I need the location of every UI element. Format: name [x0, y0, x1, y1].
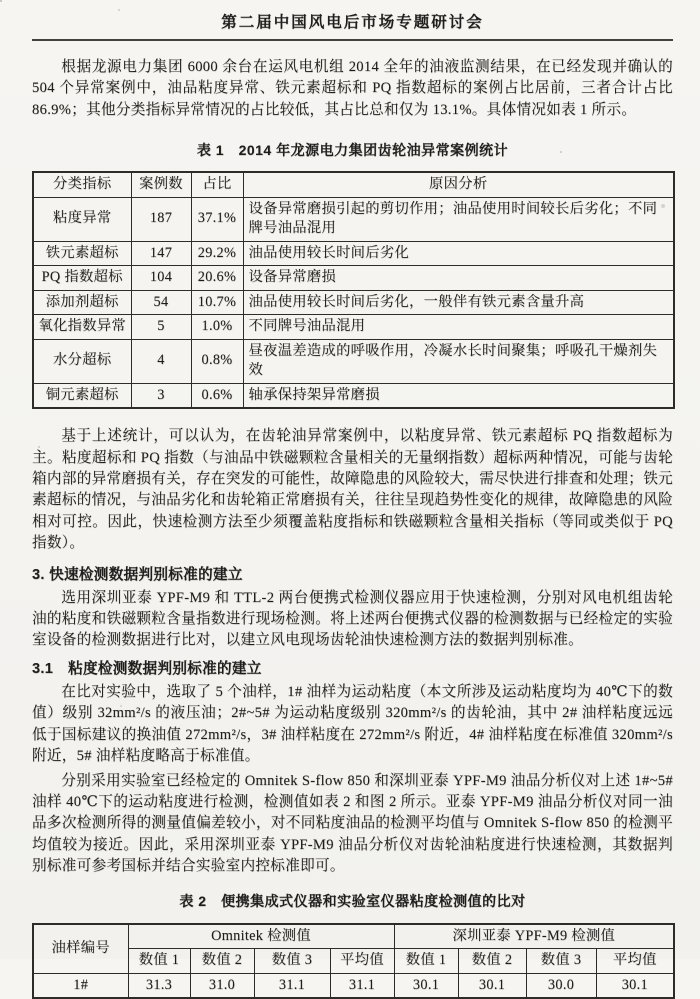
cell-indicator: 水分超标 — [33, 339, 131, 383]
table2-subheader-row — [33, 949, 674, 974]
cell-sample-id: 1# — [33, 973, 128, 998]
cell-ypf-value3: 30.0 — [526, 973, 596, 998]
cell-omnitek-value1: 31.3 — [128, 973, 190, 998]
cell-ypf-value1: 30.1 — [394, 973, 458, 998]
table1-row-iron — [33, 241, 674, 266]
table2-subheader-value3: 数值 3 — [254, 949, 330, 974]
table2-viscosity-comparison — [32, 923, 675, 999]
cell-count: 5 — [131, 315, 191, 340]
table1-caption: 表 1 2014 年龙源电力集团齿轮油异常案例统计 — [196, 142, 509, 159]
table2-subheader-average: 平均值 — [596, 949, 674, 974]
table1-row-oxidation — [33, 315, 674, 340]
cell-indicator: 铁元素超标 — [33, 241, 131, 266]
table1-col-header-indicator: 分类指标 — [33, 172, 131, 197]
cell-count: 3 — [131, 383, 191, 408]
cell-indicator: 添加剂超标 — [33, 290, 131, 315]
cell-ratio: 0.8% — [191, 339, 243, 383]
cell-ratio: 10.7% — [191, 290, 243, 315]
cell-count: 147 — [131, 241, 191, 266]
table1-header-row — [33, 172, 674, 197]
cell-omnitek-average: 31.1 — [330, 973, 394, 998]
analysis-paragraph: 基于上述统计，可以认为，在齿轮油异常案例中，以粘度异常、铁元素超标 PQ 指数超标为主。粘度超标和 PQ 指数（与油品中铁磁颗粒含量相关的无量纲指数）超标两种情况，可能与齿轮箱内部的异常磨损有关，存在突发的可能性，故障隐患的风险较大，需尽快进行排查和处理；铁元素超标的情况，与油品劣化和齿轮箱正常磨损有关，往往呈现趋势性变化的规律，故障隐患的风险相对可控。因此，快速检测方法至少须覆盖粘度指标和铁磁颗粒含量相关指标（等同或类似于 PQ 指数）。 — [32, 428, 673, 552]
intro-paragraph: 根据龙源电力集团 6000 余台在运风电机组 2014 全年的油液监测结果，在已经发现并确认的 504 个异常案例中，油品粘度异常、铁元素超标和 PQ 指数超标的案例占比居前，三者合计占比 86.9%；其他分类指标异常情况的占比较低，其占比总和仅为 13.1%。具体情况如表 1 所示。 — [32, 59, 673, 118]
cell-cause: 昼夜温差造成的呼吸作用，冷凝水长时间聚集；呼吸孔干燥剂失效 — [243, 339, 674, 383]
table1-row-additive — [33, 290, 674, 315]
section-3-1-heading: 3.1 粘度检测数据判别标准的建立 — [32, 660, 262, 677]
cell-indicator: PQ 指数超标 — [33, 266, 131, 291]
cell-cause: 油品使用较长时间后劣化 — [243, 241, 674, 266]
cell-ratio: 29.2% — [191, 241, 243, 266]
table1-col-header-cause: 原因分析 — [243, 172, 674, 197]
cell-count: 104 — [131, 266, 191, 291]
cell-cause: 不同牌号油品混用 — [243, 315, 674, 340]
section-3-heading: 3. 快速检测数据判别标准的建立 — [32, 566, 243, 583]
table2-group-header-row — [33, 924, 674, 949]
cell-count: 187 — [131, 197, 191, 241]
section-3-paragraph: 选用深圳亚泰 YPF-M9 和 TTL-2 两台便携式检测仪器应用于快速检测，分别对风电机组齿轮油的粘度和铁磁颗粒含量指数进行现场检测。将上述两台便携式仪器的检测数据与已经检定的实验室设备的检测数据进行比对，以建立风电现场齿轮油快速检测方法的数据判别标准。 — [32, 589, 673, 649]
section-3-1-comparison-paragraph: 分别采用实验室已经检定的 Omnitek S-flow 850 和深圳亚泰 YPF-M9 油品分析仪对上述 1#~5# 油样 40℃下的运动粘度进行检测，检测值如表 2 和图 2 所示。亚泰 YPF-M9 油品分析仪对同一油品多次检测所得的测量值偏差较小，对不同粘度油品的检测平均值与 Omnitek S-flow 850 的检测平均值较为接近。因此，采用深圳亚泰 YPF-M9 油品分析仪对齿轮油粘度进行快速检测，其数据判别标准可参考国标并结合实验室内控标准即可。 — [32, 772, 673, 875]
table2-group-header-omnitek: Omnitek 检测值 — [128, 924, 394, 949]
cell-indicator: 铜元素超标 — [33, 383, 131, 408]
table2-subheader-value1: 数值 1 — [394, 949, 458, 974]
table2-subheader-value3: 数值 3 — [526, 949, 596, 974]
cell-cause: 设备异常磨损 — [243, 266, 674, 291]
cell-cause: 油品使用较长时间后劣化，一般伴有铁元素含量升高 — [243, 290, 674, 315]
table2-subheader-value2: 数值 2 — [458, 949, 526, 974]
table1-col-header-case-count: 案例数 — [131, 172, 191, 197]
section-3-1-samples-paragraph: 在比对实验中，选取了 5 个油样，1# 油样为运动粘度（本文所涉及运动粘度均为 40℃下的数值）级别 32mm²/s 的液压油；2#~5# 为运动粘度级别 320mm²/s 的齿轮油，其中 2# 油样粘度远远低于国标建议的换油值 272mm²/s，3# 油样粘度在 272mm²/s 附近，4# 油样粘度在标准值 320mm²/s 附近，5# 油样粘度略高于标准值。 — [32, 683, 673, 765]
table1-row-copper — [33, 383, 674, 408]
cell-ypf-value2: 30.1 — [458, 973, 526, 998]
table2-caption: 表 2 便携集成式仪器和实验室仪器粘度检测值的比对 — [179, 892, 526, 909]
table1-row-water — [33, 339, 674, 383]
table1-col-header-ratio: 占比 — [191, 172, 243, 197]
cell-indicator: 氧化指数异常 — [33, 315, 131, 340]
cell-ypf-average: 30.1 — [596, 973, 674, 998]
table1-anomaly-statistics — [32, 171, 675, 409]
table1-row-pq-index — [33, 266, 674, 291]
cell-indicator: 粘度异常 — [33, 197, 131, 241]
cell-cause: 轴承保持架异常磨损 — [243, 383, 674, 408]
table2-data-row-sample1 — [33, 973, 674, 998]
table2-subheader-value1: 数值 1 — [128, 949, 190, 974]
table2-subheader-value2: 数值 2 — [190, 949, 254, 974]
conference-header-title: 第二届中国风电后市场专题研讨会 — [221, 14, 484, 31]
table2-group-header-ypf-m9: 深圳亚泰 YPF-M9 检测值 — [394, 924, 674, 949]
cell-ratio: 1.0% — [191, 315, 243, 340]
table1-row-viscosity — [33, 197, 674, 241]
cell-omnitek-value2: 31.0 — [190, 973, 254, 998]
table2-col-header-sample-id: 油样编号 — [33, 924, 128, 974]
cell-cause: 设备异常磨损引起的剪切作用；油品使用时间较长后劣化；不同牌号油品混用 — [243, 197, 674, 241]
scan-speckles — [0, 0, 2, 2]
cell-ratio: 0.6% — [191, 383, 243, 408]
cell-omnitek-value3: 31.1 — [254, 973, 330, 998]
header-divider-rule — [32, 39, 673, 41]
cell-count: 4 — [131, 339, 191, 383]
table2-subheader-average: 平均值 — [330, 949, 394, 974]
cell-ratio: 20.6% — [191, 266, 243, 291]
cell-count: 54 — [131, 290, 191, 315]
cell-ratio: 37.1% — [191, 197, 243, 241]
